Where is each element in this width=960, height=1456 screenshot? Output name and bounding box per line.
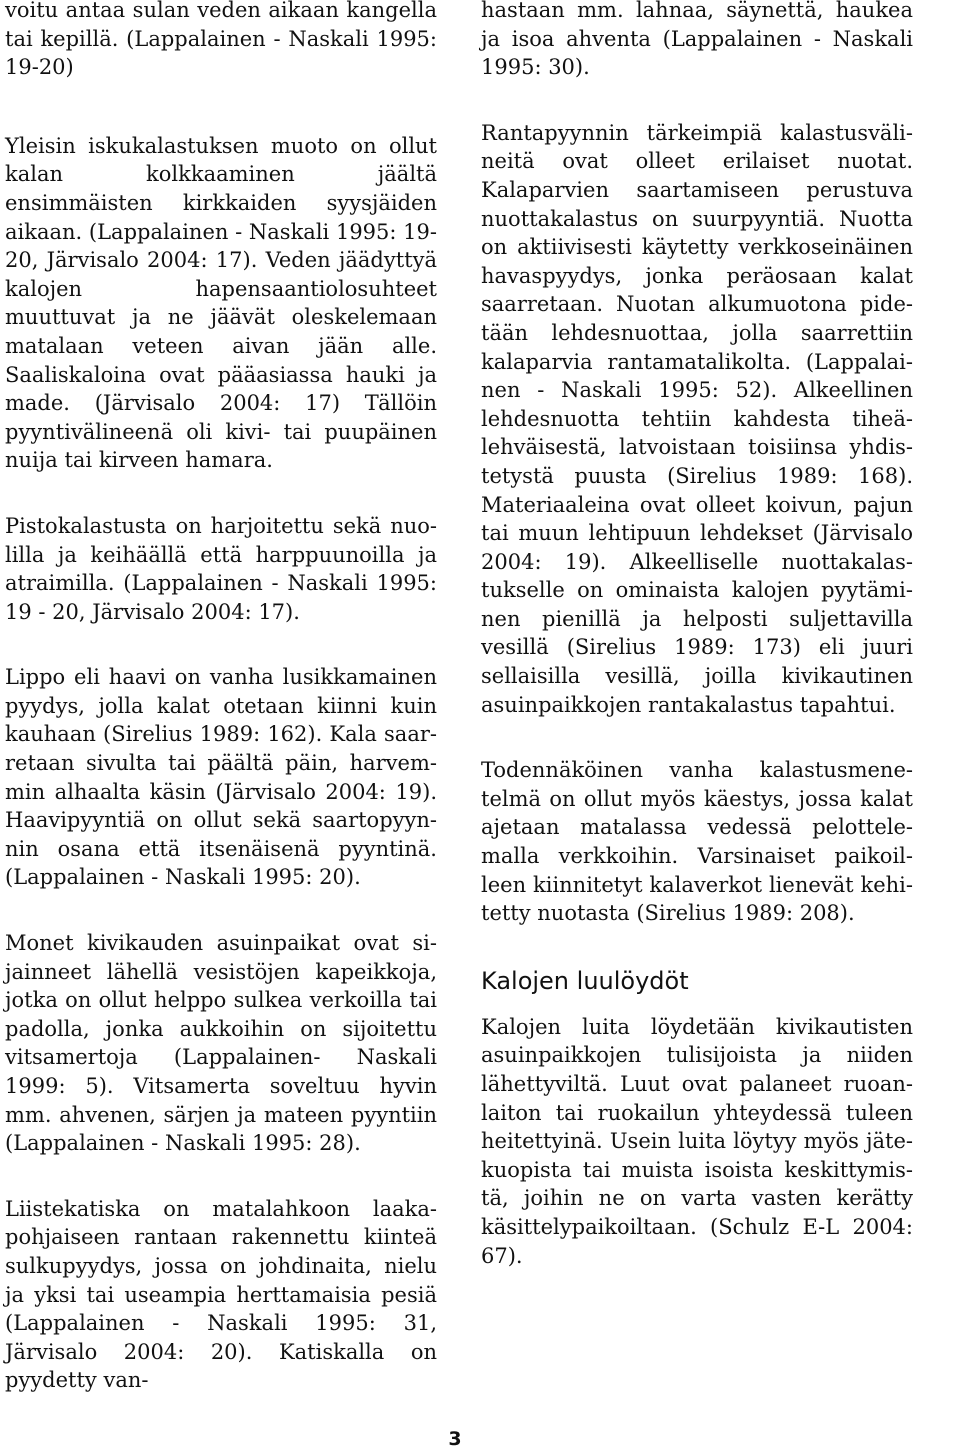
section-heading: Kalojen luulöydöt <box>481 966 689 995</box>
paragraph-right-1: hastaan mm. lahnaa, säynettä, haukea ja isoa ahventa (Lappalainen - Naskali 1995: 30). <box>481 0 913 80</box>
paragraph-left-6: Liistekatiska on matalahkoon laakapohjaiseen rantaan rakennettu kiinteä sulkupyydys, jossa on johdinaita, nielu ja yksi tai useampia herttamaisia pesiä (Lappalainen - Naskali 1995: 31, Järvisalo 2004: 20). Katiskalla on pyydetty van- <box>5 1196 437 1393</box>
paragraph-right-2: Rantapyynnin tärkeimpiä kalastusvälineitä ovat olleet erilaiset nuotat. Kalaparvien saartamiseen perustuva nuottakalastus on suurpyyntiä. Nuotta on aktiivisesti käytetty verkkoseinäinen havaspyydys, jonka peräosaan kalat saarretaan. Nuotan alkumuotona pidetään lehdesnuottaa, jolla saarrettiin kalaparvia rantamatalikolta. (Lappalainen - Naskali 1995: 52). Alkeellinen lehdesnuotta tehtiin kahdesta tiheälehväisestä, latvoistaan toisiinsa yhdistetystä puusta (Sirelius 1989: 168). Materiaaleina ovat olleet koivun, pajun tai muun lehtipuun lehdekset (Järvisalo 2004: 19). Alkeelliselle nuottakalastukselle on ominaista kalojen pyytäminen pienillä ja helposti suljettavilla vesillä (Sirelius 1989: 173) eli juuri sellaisilla vesillä, joilla kivikautinen asuinpaikkojen rantakalastus tapahtui. <box>481 120 913 717</box>
paragraph-left-3: Pistokalastusta on harjoitettu sekä nuolilla ja keihäällä että harppuunoilla ja atraimilla. (Lappalainen - Naskali 1995: 19 - 20, Järvisalo 2004: 17). <box>5 513 437 624</box>
paragraph-right-3: Todennäköinen vanha kalastusmenetelmä on ollut myös käestys, jossa kalat ajetaan matalassa vedessä pelottelemalla verkkoihin. Varsinaiset paikoilleen kiinnitetyt kalaverkot lienevät kehitetty nuotasta (Sirelius 1989: 208). <box>481 758 913 926</box>
paragraph-right-4: Kalojen luita löydetään kivikautisten asuinpaikkojen tulisijoista ja niiden lähettyviltä. Luut ovat palaneet ruoanlaiton tai ruokailun yhteydessä tuleen heitettyinä. Usein luita löytyy myös jätekuopista tai muista isoista keskittymistä, joihin ne on varta vasten kerätty käsittelypaikoiltaan. (Schulz E-L 2004: 67). <box>481 1014 913 1268</box>
left-column <box>5 0 437 1432</box>
page-number: 3 <box>448 1428 462 1450</box>
right-column <box>481 0 913 1307</box>
paragraph-left-2: Yleisin iskukalastuksen muoto on ollut kalan kolkkaaminen jäältä ensimmäisten kirkkaiden syysjäiden aikaan. (Lappalainen - Naskali 1995: 19-20, Järvisalo 2004: 17). Veden jäädyttyä kalojen hapensaantiolosuhteet muuttuvat ja ne jäävät oleskelemaan matalaan veteen aivan jään alle. Saaliskaloina ovat pääasiassa hauki ja made. (Järvisalo 2004: 17) Tällöin pyyntivälineenä oli kivi- tai puupäinen nuija tai kirveen hamara. <box>5 133 437 473</box>
paragraph-left-4: Lippo eli haavi on vanha lusikkamainen pyydys, jolla kalat otetaan kiinni kuin kauhaan (Sirelius 1989: 162). Kala saarretaan sivulta tai päältä päin, harvemmin alhaalta käsin (Järvisalo 2004: 19). Haavipyyntiä on ollut sekä saartopyynnin osana että itsenäisenä pyyntinä. (Lappalainen - Naskali 1995: 20). <box>5 665 437 890</box>
paragraph-left-1: voitu antaa sulan veden aikaan kangella tai kepillä. (Lappalainen - Naskali 1995: 19-20) <box>5 0 437 80</box>
paragraph-left-5: Monet kivikauden asuinpaikat ovat sijainneet lähellä vesistöjen kapeikkoja, jotka on ollut helppo sulkea verkoilla tai padolla, jonka aukkoihin on sijoitettu vitsamertoja (Lappalainen- Naskali 1999: 5). Vitsamerta soveltuu hyvin mm. ahvenen, särjen ja mateen pyyntiin (Lappalainen - Naskali 1995: 28). <box>5 931 437 1156</box>
